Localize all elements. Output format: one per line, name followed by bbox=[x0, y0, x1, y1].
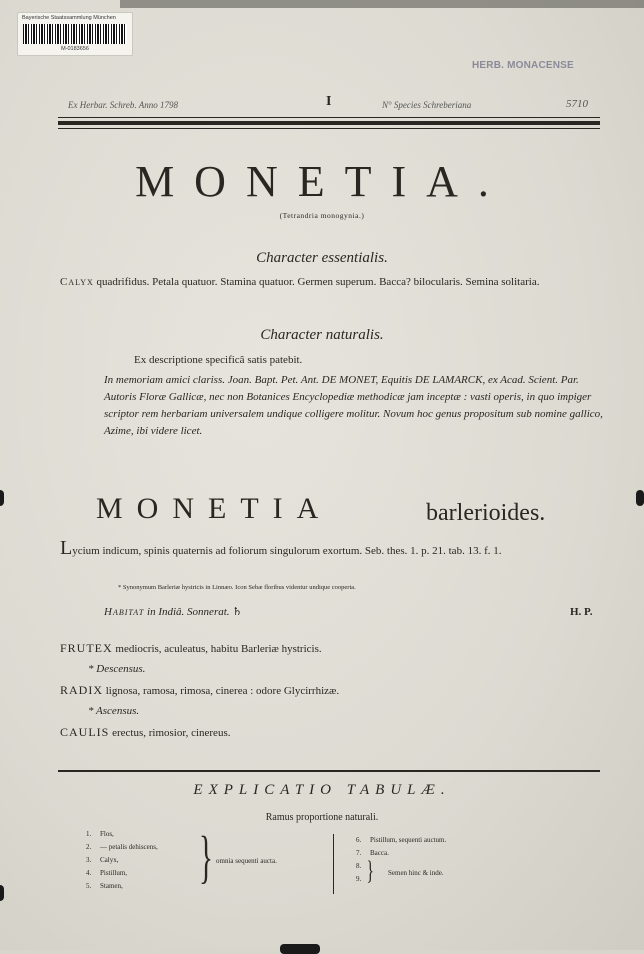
legend-item: 7. Bacca. bbox=[356, 849, 389, 857]
binding-hole bbox=[0, 885, 4, 901]
binding-hole bbox=[280, 944, 320, 954]
library-barcode-label bbox=[17, 12, 133, 56]
description-text: erectus, rimosior, cinereus. bbox=[112, 727, 231, 739]
library-code: M-0183656 bbox=[61, 46, 89, 52]
page-number: I bbox=[326, 94, 332, 109]
legend-item: 6. Pistillum, sequenti auctum. bbox=[356, 836, 447, 844]
legend-brace-right: } bbox=[366, 856, 374, 885]
handwritten-note-left: Ex Herbar. Schreb. Anno 1798 bbox=[68, 100, 178, 110]
herbarium-stamp: HERB. MONACENSE bbox=[472, 60, 574, 71]
legend-left bbox=[86, 828, 158, 893]
section-rule bbox=[58, 770, 600, 772]
description-key: CAULIS bbox=[60, 725, 110, 739]
character-natural-heading: Character naturalis. bbox=[260, 327, 384, 343]
handwritten-number: 5710 bbox=[566, 98, 588, 110]
legend-item: 8. bbox=[356, 862, 362, 870]
genus-title: MONETIA. bbox=[135, 157, 509, 206]
description-key: FRUTEX bbox=[60, 641, 113, 655]
habitat-line bbox=[104, 604, 504, 621]
legend-right-brace-text: Semen hinc & inde. bbox=[388, 869, 444, 877]
header-rule-thin bbox=[58, 117, 600, 118]
legend-item: 1. Flos, bbox=[86, 830, 114, 838]
description-text: lignosa, ramosa, rimosa, cinerea : odore Glycirrhizæ. bbox=[105, 685, 340, 697]
legend-item: 4. Pistillum, bbox=[86, 869, 128, 877]
legend-left-brace-text: omnia sequenti aucta. bbox=[216, 857, 277, 865]
legend-item: 3. Calyx, bbox=[86, 856, 119, 864]
species-epithet: barlerioides. bbox=[426, 500, 546, 526]
species-genus: MONETIA bbox=[96, 492, 333, 525]
handwritten-note-right: N° Species Schreberiana bbox=[382, 100, 472, 110]
scan-edge-shadow bbox=[120, 0, 644, 8]
description-line: * Ascensus. bbox=[88, 705, 140, 717]
legend-item: 9. bbox=[356, 875, 362, 883]
library-institution: Bayerische Staatssammlung München bbox=[22, 15, 116, 21]
header-rule-thick bbox=[58, 121, 600, 125]
synonym-footnote: * Synonymum Barleriæ hystricis in Linnæo. Icon Sebæ floribus videntur undique cooperta. bbox=[118, 584, 356, 591]
description-text: mediocris, aculeatus, habitu Barleriæ hystricis. bbox=[115, 643, 322, 655]
description-line bbox=[60, 640, 600, 661]
character-essential-body: quadrifidus. Petala quatuor. Stamina quatuor. Germen superum. Bacca? bilocularis. Semina solitaria. bbox=[96, 276, 540, 288]
legend-divider bbox=[333, 834, 334, 894]
legend-brace-left: } bbox=[198, 824, 213, 889]
legend-item: 5. Stamen, bbox=[86, 882, 123, 890]
description-line bbox=[60, 682, 600, 703]
binding-hole bbox=[0, 490, 4, 506]
character-essential-heading: Character essentialis. bbox=[256, 250, 388, 266]
description-line: * Descensus. bbox=[88, 663, 146, 675]
calyx-keyword: Calyx bbox=[60, 276, 94, 288]
synonym-body: ycium indicum, spinis quaternis ad foliorum singulorum exortum. Seb. thes. 1. p. 21. tab. 13. f. 1. bbox=[72, 545, 502, 557]
description-line bbox=[60, 724, 600, 745]
habitat-text: in Indiâ. Sonnerat. ♄ bbox=[147, 606, 243, 618]
synonym-text bbox=[60, 537, 605, 560]
description-block bbox=[60, 640, 600, 745]
explicatio-ramus: Ramus proportione naturali. bbox=[265, 812, 379, 823]
explicatio-title: EXPLICATIO TABULÆ. bbox=[193, 782, 451, 798]
synonym-initial: L bbox=[60, 537, 73, 559]
dedication-text: In memoriam amici clariss. Joan. Bapt. Pet. Ant. DE MONET, Equitis DE LAMARCK, ex Acad. Scient. Par. Autoris Floræ Gallicæ, nec non Botanices Encyclopediæ methodicæ jam inceptæ : vasti operis, in quo impiger scriptor rem herbariam universalem undique colligere molitur. Novum hoc genus propositum sub nomine gallico, Azime, ibi videre licet. bbox=[104, 374, 603, 437]
genus-class: (Tetrandria monogynia.) bbox=[279, 211, 365, 220]
header-rule-thin bbox=[58, 128, 600, 129]
legend-item: 2. — petalis dehiscens, bbox=[86, 843, 158, 851]
character-essential-text bbox=[60, 274, 590, 291]
character-natural-line: Ex descriptione specificâ satis patebit. bbox=[134, 354, 303, 366]
binding-hole bbox=[636, 490, 644, 506]
barcode-icon bbox=[23, 24, 127, 44]
habitat-code: H. P. bbox=[570, 606, 593, 618]
description-key: RADIX bbox=[60, 683, 103, 697]
habitat-label: Habitat bbox=[104, 606, 145, 618]
